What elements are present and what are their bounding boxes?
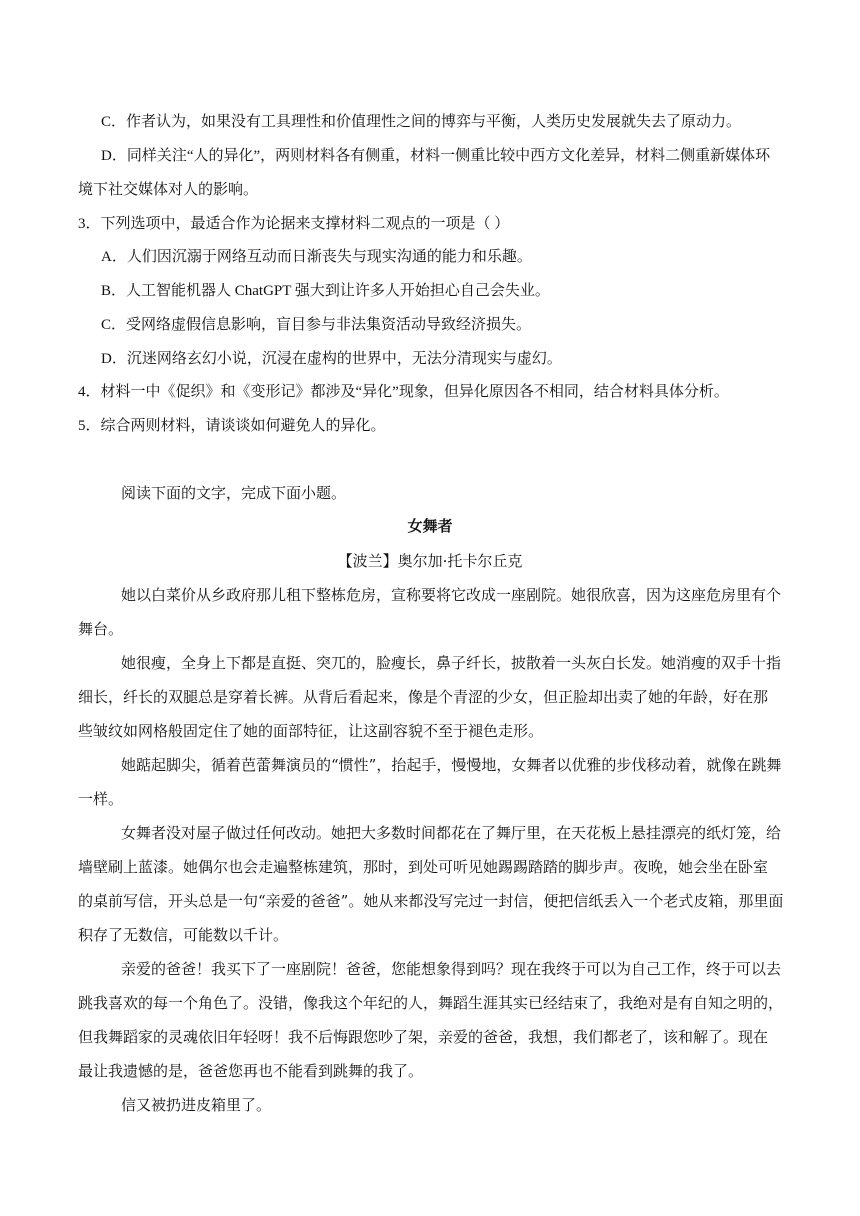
story-paragraph-6-line1: 信又被扔进皮箱里了。 (121, 1096, 272, 1114)
story-paragraph-5-line1: 亲爱的爸爸！我买下了一座剧院！爸爸，您能想象得到吗？现在我终于可以为自己工作，终于可以去 (121, 960, 782, 978)
q4-stem: 4．材料一中《促织》和《变形记》都涉及“异化”现象，但异化原因各不相同，结合材料具体分析。 (78, 384, 729, 400)
story-paragraph-4-line4: 积存了无数信，可能数以千计。 (78, 926, 289, 944)
reading-instruction: 阅读下面的文字，完成下面小题。 (121, 486, 347, 502)
q2-option-c: C．作者认为，如果没有工具理性和价值理性之间的博弈与平衡，人类历史发展就失去了原动力。 (101, 114, 742, 130)
story-paragraph-2-line3: 些皱纹如网格般固定住了她的面部特征，让这副容貌不至于褪色走形。 (78, 722, 544, 740)
story-paragraph-4-line2: 墙壁刷上蓝漆。她偶尔也会走遍整栋建筑，那时，到处可听见她踢踢踏踏的脚步声。夜晚，她会坐在卧室 (78, 858, 769, 876)
story-paragraph-1-line1: 她以白菜价从乡政府那儿租下整栋危房，宣称要将它改成一座剧院。她很欣喜，因为这座危房里有个 (121, 586, 782, 604)
q3-option-b: B．人工智能机器人 ChatGPT 强大到让许多人开始担心自己会失业。 (101, 283, 550, 299)
q2-option-d-line2: 境下社交媒体对人的影响。 (78, 182, 259, 198)
story-paragraph-2-line1: 她很瘦，全身上下都是直挺、突兀的，脸瘦长，鼻子纤长，披散着一头灰白长发。她消瘦的双手十指 (121, 654, 782, 672)
q2-option-d-line1: D．同样关注“人的异化”，两则材料各有侧重，材料一侧重比较中西方文化差异，材料二侧重新媒体环 (101, 148, 771, 164)
story-paragraph-3-line2: 一样。 (78, 790, 124, 808)
story-paragraph-3-line1: 她踮起脚尖，循着芭蕾舞演员的“惯性”，抬起手，慢慢地，女舞者以优雅的步伐移动着，就像在跳舞 (121, 756, 782, 774)
q3-option-a: A．人们因沉溺于网络互动而日渐丧失与现实沟通的能力和乐趣。 (101, 249, 532, 265)
q5-stem: 5．综合两则材料，请谈谈如何避免人的异化。 (78, 418, 386, 434)
story-paragraph-4-line1: 女舞者没对屋子做过任何改动。她把大多数时间都花在了舞厅里，在天花板上悬挂漂亮的纸灯笼，给 (121, 824, 782, 842)
story-paragraph-2-line2: 细长，纤长的双腿总是穿着长裤。从背后看起来，像是个青涩的少女，但正脸却出卖了她的年龄，好在那 (78, 688, 769, 706)
story-paragraph-5-line4: 最让我遗憾的是，爸爸您再也不能看到跳舞的我了。 (78, 1062, 424, 1080)
story-paragraph-5-line3: 但我舞蹈家的灵魂依旧年轻呀！我不后悔跟您吵了架，亲爱的爸爸，我想，我们都老了，该和解了。现在 (78, 1028, 769, 1046)
story-author: 【波兰】奥尔加·托卡尔丘克 (337, 552, 523, 570)
q3-option-d: D．沉迷网络玄幻小说，沉浸在虚构的世界中，无法分清现实与虚幻。 (101, 351, 562, 367)
story-paragraph-1-line2: 舞台。 (78, 620, 124, 638)
story-title: 女舞者 (407, 519, 453, 535)
story-paragraph-5-line2: 跳我喜欢的每一个角色了。没错，像我这个年纪的人，舞蹈生涯其实已经结束了，我绝对是有自知之明的， (78, 994, 784, 1012)
q3-option-c: C．受网络虚假信息影响，盲目参与非法集资活动导致经济损失。 (101, 317, 532, 333)
q3-stem: 3．下列选项中，最适合作为论据来支撑材料二观点的一项是（ ） (78, 216, 510, 232)
story-paragraph-4-line3: 的桌前写信，开头总是一句“亲爱的爸爸”。她从来都没写完过一封信，便把信纸丢入一个老式皮箱，那里面 (78, 892, 784, 910)
